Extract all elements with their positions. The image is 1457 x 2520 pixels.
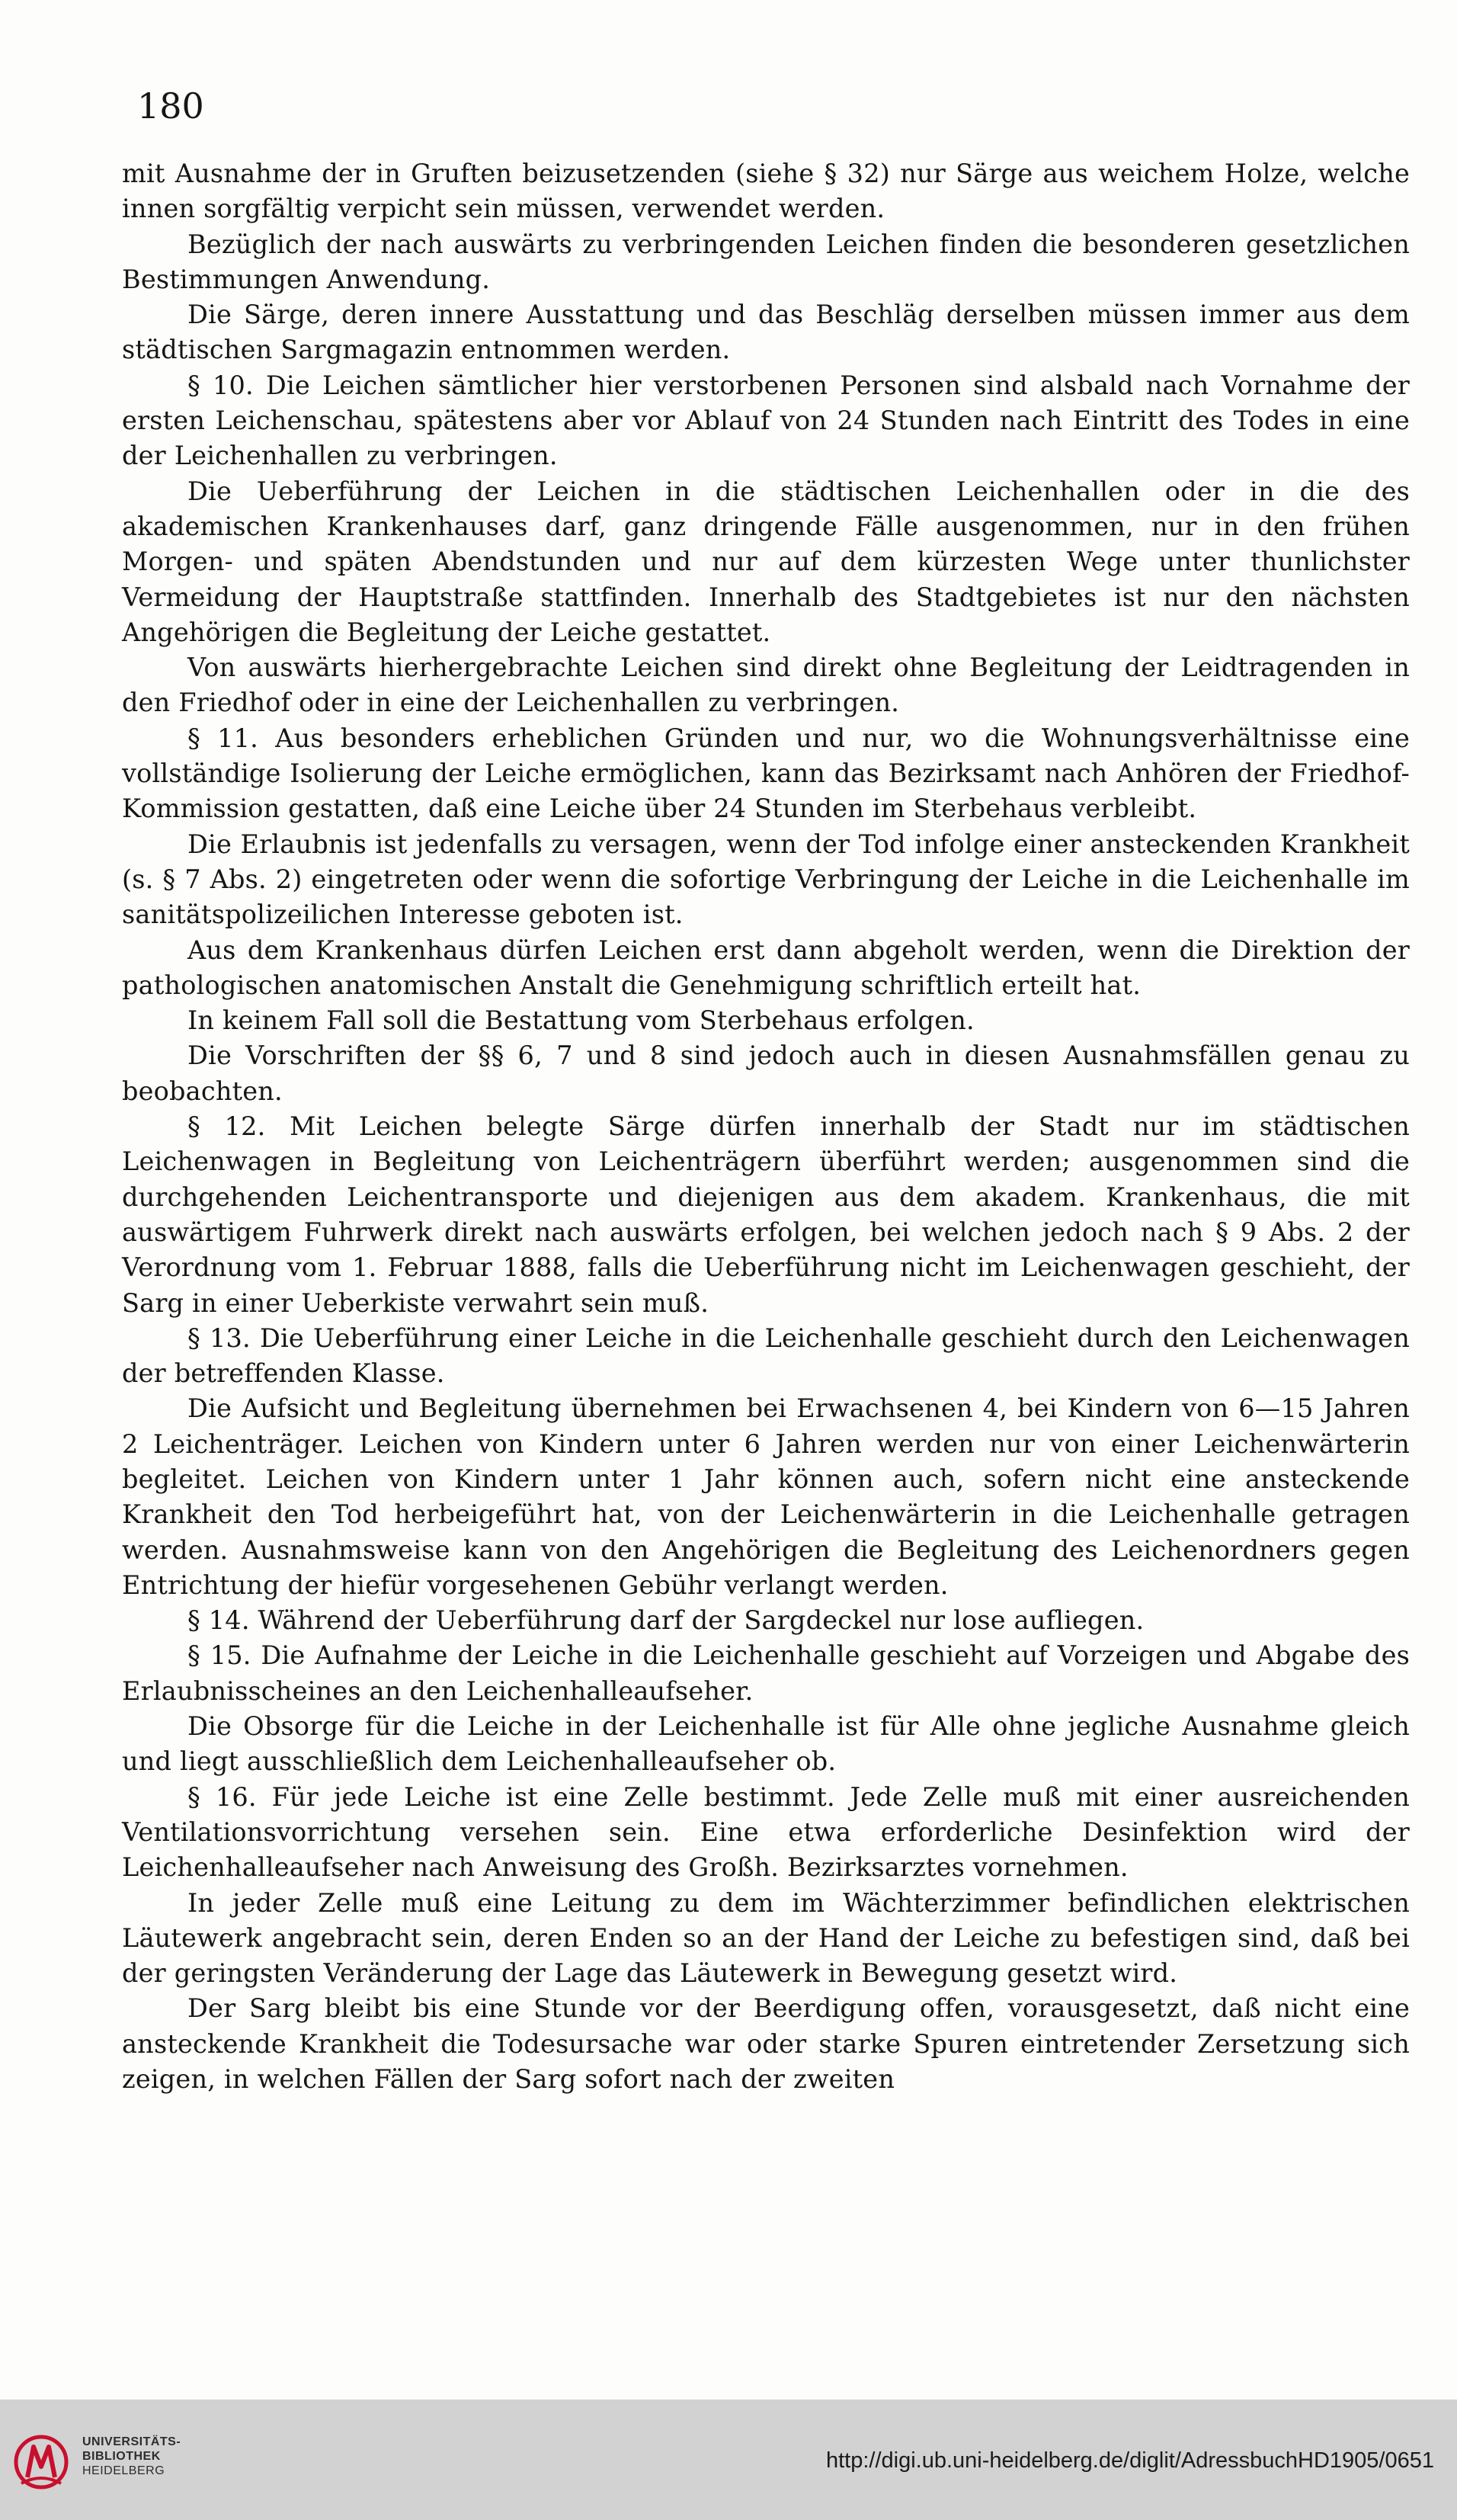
paragraph: Die Erlaubnis ist jedenfalls zu versagen, wenn der Tod infolge einer ansteckenden Krankheit (s. § 7 Abs. 2) eingetreten oder wenn die sofortige Verbringung der Leiche in die Leichenhalle im sanitätspolizeilichen Interesse geboten ist.	[122, 829, 1410, 930]
paragraph: Die Ueberführung der Leichen in die städtischen Leichenhallen oder in die des akademischen Krankenhauses darf, ganz dringende Fälle ausgenommen, nur in den frühen Morgen- und späten Abendstunden und nur auf dem kürzesten Wege unter thunlichster Vermeidung der Hauptstraße stattfinden. Innerhalb des Stadtgebietes ist nur den nächsten Angehörigen die Begleitung der Leiche gestattet.	[122, 476, 1410, 647]
paragraph-section-13: § 13. Die Ueberführung einer Leiche in die Leichenhalle geschieht durch den Leichenwagen der betreffenden Klasse.	[122, 1323, 1410, 1389]
footer-bar	[0, 2400, 1457, 2520]
body-text	[122, 156, 1410, 2097]
paragraph: In keinem Fall soll die Bestattung vom Sterbehaus erfolgen.	[187, 1005, 975, 1036]
logo-line: UNIVERSITÄTS-	[82, 2435, 181, 2448]
logo-line: BIBLIOTHEK	[82, 2450, 161, 2463]
page-number: 180	[137, 85, 204, 127]
paragraph: Von auswärts hierhergebrachte Leichen sind direkt ohne Begleitung der Leidtragenden in den Friedhof oder in eine der Leichenhallen zu verbringen.	[122, 652, 1410, 718]
paragraph: Aus dem Krankenhaus dürfen Leichen erst dann abgeholt werden, wenn die Direktion der pathologischen anatomischen Anstalt die Genehmigung schriftlich erteilt hat.	[122, 935, 1410, 1000]
paragraph: Die Aufsicht und Begleitung übernehmen bei Erwachsenen 4, bei Kindern von 6—15 Jahren 2 Leichenträger. Leichen von Kindern unter 6 Jahren werden nur von einer Leichenwärterin begleitet. Leichen von Kindern unter 1 Jahr können auch, sofern nicht eine ansteckende Krankheit den Tod herbeigeführt hat, von der Leichenwärterin in die Leichenhalle getragen werden. Ausnahmsweise kann von den Angehörigen die Begleitung des Leichenordners gegen Entrichtung der hiefür vorgesehenen Gebühr verlangt werden.	[122, 1393, 1410, 1600]
paragraph: Die Vorschriften der §§ 6, 7 und 8 sind jedoch auch in diesen Ausnahmsfällen genau zu beobachten.	[122, 1040, 1410, 1106]
library-logo[interactable]	[14, 2427, 197, 2503]
library-seal-icon	[14, 2430, 69, 2494]
paragraph-section-11: § 11. Aus besonders erheblichen Gründen und nur, wo die Wohnungsverhältnisse eine vollständige Isolierung der Leiche ermöglichen, kann das Bezirksamt nach Anhören der Friedhof-Kommission gestatten, daß eine Leiche über 24 Stunden im Sterbehaus verbleibt.	[122, 723, 1410, 824]
paragraph-section-12: § 12. Mit Leichen belegte Särge dürfen innerhalb der Stadt nur im städtischen Leichenwagen in Begleitung von Leichenträgern überführt werden; ausgenommen sind die durchgehenden Leichentransporte und diejenigen aus dem akadem. Krankenhaus, die mit auswärtigem Fuhrwerk direkt nach auswärts erfolgen, bei welchen jedoch nach § 9 Abs. 2 der Verordnung vom 1. Februar 1888, falls die Ueberführung nicht im Leichenwagen geschieht, der Sarg in einer Ueberkiste verwahrt sein muß.	[122, 1111, 1410, 1318]
paragraph-section-14: § 14. Während der Ueberführung darf der Sargdeckel nur lose aufliegen.	[187, 1605, 1145, 1636]
logo-line: HEIDELBERG	[82, 2464, 165, 2477]
paragraph: Der Sarg bleibt bis eine Stunde vor der Beerdigung offen, vorausgesetzt, daß nicht eine ansteckende Krankheit die Todesursache war oder starke Spuren eintretender Zersetzung sich zeigen, in welchen Fällen der Sarg sofort nach der zweiten	[122, 1993, 1410, 2095]
paragraph: Die Obsorge für die Leiche in der Leichenhalle ist für Alle ohne jegliche Ausnahme gleich und liegt ausschließlich dem Leichenhalleaufseher ob.	[122, 1711, 1410, 1777]
paragraph: In jeder Zelle muß eine Leitung zu dem im Wächterzimmer befindlichen elektrischen Läutewerk angebracht sein, deren Enden so an der Hand der Leiche zu befestigen sind, daß bei der geringsten Veränderung der Lage das Läutewerk in Bewegung gesetzt wird.	[122, 1887, 1410, 1989]
paragraph-section-16: § 16. Für jede Leiche ist eine Zelle bestimmt. Jede Zelle muß mit einer ausreichenden Ventilationsvorrichtung versehen sein. Eine etwa erforderliche Desinfektion wird der Leichenhalleaufseher nach Anweisung des Großh. Bezirksarztes vornehmen.	[122, 1781, 1410, 1883]
paragraph: Die Särge, deren innere Ausstattung und das Beschläg derselben müssen immer aus dem städtischen Sargmagazin entnommen werden.	[122, 300, 1410, 365]
permalink-url[interactable]: http://digi.ub.uni-heidelberg.de/diglit/AdressbuchHD1905/0651	[825, 2448, 1434, 2473]
paragraph-section-15: § 15. Die Aufnahme der Leiche in die Leichenhalle geschieht auf Vorzeigen und Abgabe des Erlaubnisscheines an den Leichenhalleaufseher.	[122, 1640, 1410, 1706]
paragraph: Bezüglich der nach auswärts zu verbringenden Leichen finden die besonderen gesetzlichen Bestimmungen Anwendung.	[122, 229, 1410, 294]
library-name	[82, 2435, 181, 2478]
paragraph-section-10: § 10. Die Leichen sämtlicher hier verstorbenen Personen sind alsbald nach Vornahme der ersten Leichenschau, spätestens aber vor Ablauf von 24 Stunden nach Eintritt des Todes in eine der Leichenhallen zu verbringen.	[122, 370, 1410, 471]
paragraph: mit Ausnahme der in Gruften beizusetzenden (siehe § 32) nur Särge aus weichem Holze, welche innen sorgfältig verpicht sein müssen, verwendet werden.	[122, 159, 1410, 224]
